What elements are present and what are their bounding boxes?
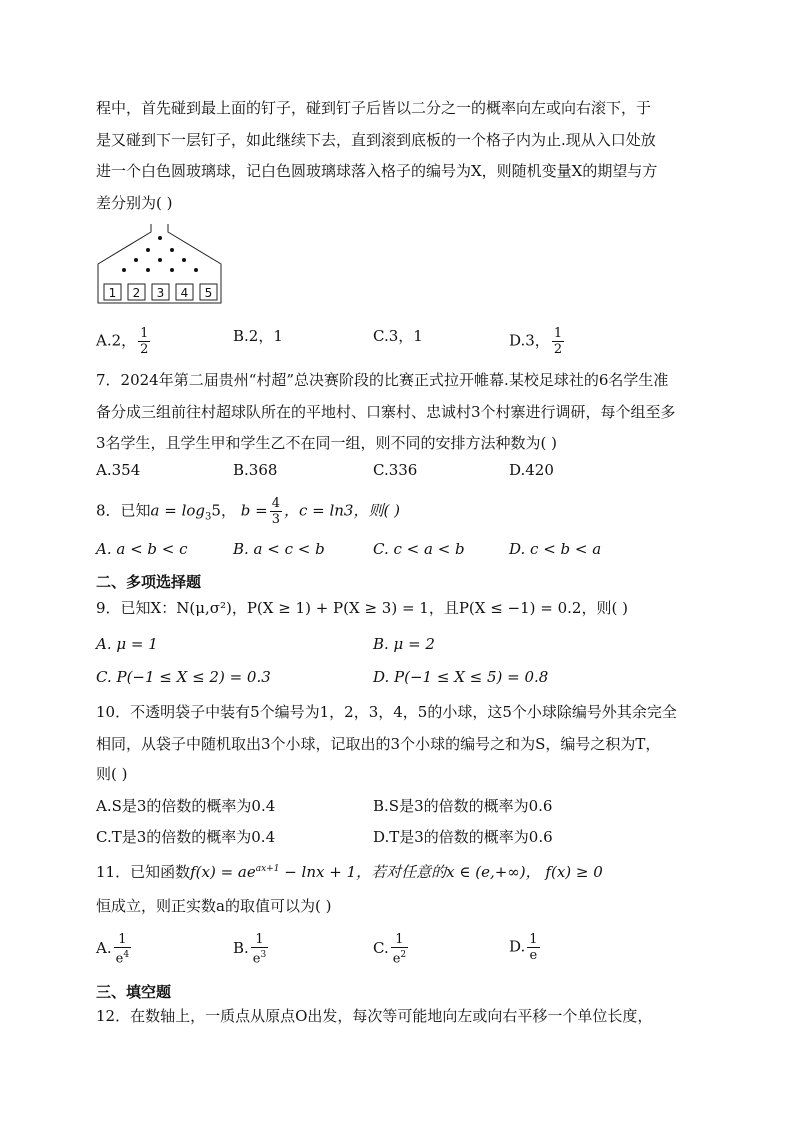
q10-option-a: A.S是3的倍数的概率为0.4 (96, 797, 276, 815)
q6-line-2: 是又碰到下一层钉子，如此继续下去，直到滚到底板的一个格子内为止.现从入口处放 (96, 131, 656, 149)
q10-option-c: C.T是3的倍数的概率为0.4 (96, 828, 276, 846)
q8-option-c: C. c < a < b (373, 540, 465, 558)
slot-label-3: 3 (156, 286, 165, 300)
q7-option-a: A.354 (96, 461, 141, 479)
section-heading-fill-in: 三、填空题 (96, 983, 172, 1001)
q9-option-b: B. μ = 2 (373, 635, 435, 653)
q11-line-2: 恒成立，则正实数a的取值可以为( ) (96, 897, 332, 915)
q7-line-1: 7．2024年第二届贵州“村超”总决赛阶段的比赛正式拉开帷幕.某校足球社的6名学生准 (96, 371, 669, 389)
q9-stem: 9．已知X：N(μ,σ²)，P(X ≥ 1) + P(X ≥ 3) = 1，且P(X ≤ −1) = 0.2，则( ) (96, 599, 628, 617)
q8-option-d: D. c < b < a (509, 540, 602, 558)
q11-option-b: B. $\frac{1}{e^3}$ (233, 932, 267, 967)
q6-line-1: 程中，首先碰到最上面的钉子，碰到钉子后皆以二分之一的概率向左或向右滚下，于 (96, 99, 652, 117)
slot-label-1: 1 (108, 286, 117, 300)
galton-board-figure (96, 222, 224, 306)
q12-stem: 12．在数轴上，一质点从原点O出发，每次等可能地向左或向右平移一个单位长度， (96, 1007, 653, 1025)
q10-option-b: B.S是3的倍数的概率为0.6 (373, 797, 553, 815)
q7-option-b: B.368 (233, 461, 278, 479)
q7-line-2: 备分成三组前往村超球队所在的平地村、口寨村、忠诚村3个村寨进行调研，每个组至多 (96, 403, 676, 421)
q11-option-a: A. $\frac{1}{e^4}$ (96, 932, 130, 967)
q8-option-b: B. a < c < b (233, 540, 325, 558)
q6-option-a: A.2， $\frac{1}{2}$ (96, 326, 149, 357)
q10-line-1: 10．不透明袋子中装有5个编号为1，2，3，4，5的小球，这5个小球除编号外其余完全 (96, 703, 677, 721)
q11-option-c: C. $\frac{1}{e^2}$ (373, 932, 407, 967)
q11-stem: 11．已知函数$f(x) = ae^{ax+1} - \ln x + 1$，若对任意的x ∈ (e,+∞)， f(x) ≥ 0 (96, 863, 603, 881)
q6-option-b: B.2，1 (233, 327, 283, 345)
q6-option-d: D.3， $\frac{1}{2}$ (509, 326, 563, 357)
q7-option-c: C.336 (373, 461, 418, 479)
q10-option-d: D.T是3的倍数的概率为0.6 (373, 828, 553, 846)
q8-stem: 8．已知$a = \log_35$， b = $\frac{4}{3}$ ，c = ln3，则( ) (96, 496, 400, 527)
q6-option-c: C.3，1 (373, 327, 423, 345)
q6-line-4: 差分别为( ) (96, 194, 173, 212)
slot-label-4: 4 (180, 286, 189, 300)
q9-option-a: A. μ = 1 (96, 635, 158, 653)
section-heading-multiple-choice: 二、多项选择题 (96, 573, 202, 591)
q9-option-c: C. P(−1 ≤ X ≤ 2) = 0.3 (96, 668, 271, 686)
slot-label-2: 2 (132, 286, 141, 300)
q9-option-d: D. P(−1 ≤ X ≤ 5) = 0.8 (373, 668, 549, 686)
q6-line-3: 进一个白色圆玻璃球，记白色圆玻璃球落入格子的编号为X，则随机变量X的期望与方 (96, 162, 658, 180)
q11-option-d: D. $\frac{1}{e}$ (509, 932, 538, 963)
q7-line-3: 3名学生，且学生甲和学生乙不在同一组，则不同的安排方法种数为( ) (96, 434, 558, 452)
q10-line-3: 则( ) (96, 765, 128, 783)
q8-option-a: A. a < b < c (96, 540, 188, 558)
q7-option-d: D.420 (509, 461, 554, 479)
slot-label-5: 5 (204, 286, 213, 300)
q10-line-2: 相同，从袋子中随机取出3个小球，记取出的3个小球的编号之和为S，编号之积为T， (96, 735, 661, 753)
